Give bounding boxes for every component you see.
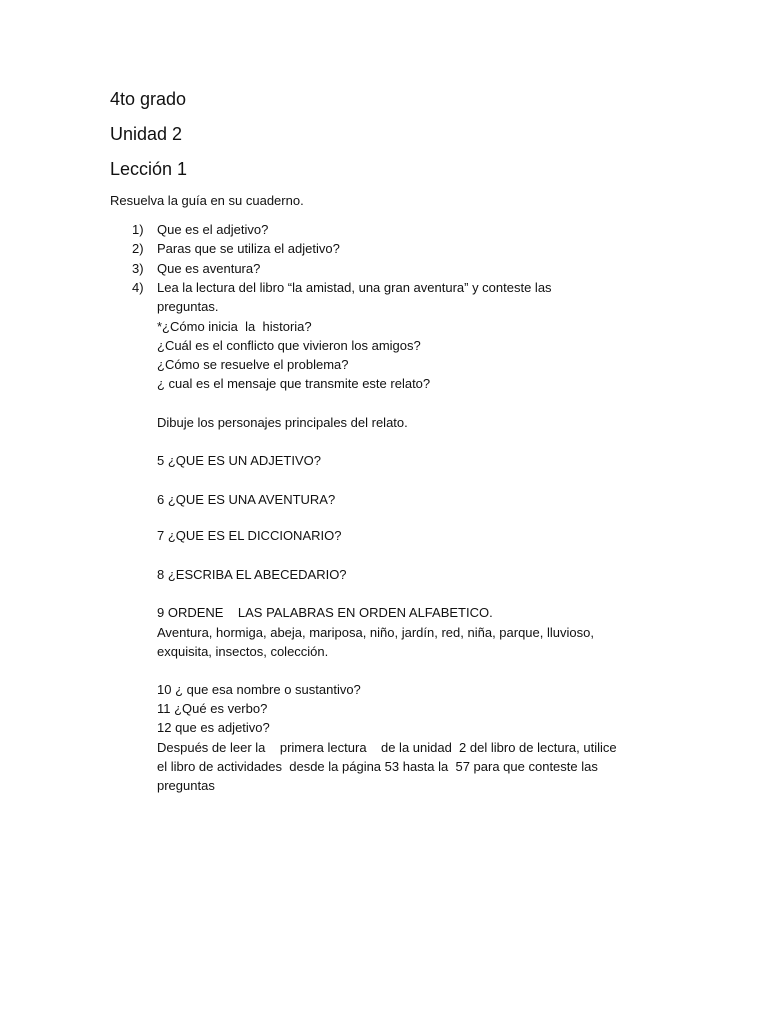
item4-question: ¿Cómo se resuelve el problema? <box>157 357 349 372</box>
item4-question: *¿Cómo inicia la historia? <box>157 319 312 334</box>
final-instruction: el libro de actividades desde la página 53 hasta la 57 para que conteste las <box>157 759 598 774</box>
question-6: 6 ¿QUE ES UNA AVENTURA? <box>157 492 336 507</box>
item4-line: preguntas. <box>157 299 219 314</box>
grade-heading: 4to grado <box>110 89 187 109</box>
list-item-2: Paras que se utiliza el adjetivo? <box>157 241 340 256</box>
draw-instruction: Dibuje los personajes principales del relato. <box>157 415 408 430</box>
list-item-4: Lea la lectura del libro “la amistad, una gran aventura” y conteste las <box>157 280 552 295</box>
question-9-words: exquisita, insectos, colección. <box>157 644 329 659</box>
list-number-4: 4) <box>132 280 144 295</box>
question-10: 10 ¿ que esa nombre o sustantivo? <box>157 682 361 697</box>
question-11: 11 ¿Qué es verbo? <box>157 701 268 716</box>
final-instruction: preguntas <box>157 778 215 793</box>
item4-question: ¿ cual es el mensaje que transmite este relato? <box>157 376 431 391</box>
question-8: 8 ¿ESCRIBA EL ABECEDARIO? <box>157 567 347 582</box>
question-7: 7 ¿QUE ES EL DICCIONARIO? <box>157 528 342 543</box>
instruction-text: Resuelva la guía en su cuaderno. <box>110 193 304 208</box>
list-item-3: Que es aventura? <box>157 261 261 276</box>
question-5: 5 ¿QUE ES UN ADJETIVO? <box>157 453 321 468</box>
list-number-1: 1) <box>132 222 144 237</box>
question-9: 9 ORDENE LAS PALABRAS EN ORDEN ALFABETICO. <box>157 605 493 620</box>
lesson-heading: Lección 1 <box>110 159 188 179</box>
final-instruction: Después de leer la primera lectura de la unidad 2 del libro de lectura, utilice <box>157 740 617 755</box>
item4-question: ¿Cuál es el conflicto que vivieron los amigos? <box>157 338 421 353</box>
question-12: 12 que es adjetivo? <box>157 720 270 735</box>
list-number-2: 2) <box>132 241 144 256</box>
list-item-1: Que es el adjetivo? <box>157 222 269 237</box>
question-9-words: Aventura, hormiga, abeja, mariposa, niño, jardín, red, niña, parque, lluvioso, <box>157 625 594 640</box>
list-number-3: 3) <box>132 261 144 276</box>
unit-heading: Unidad 2 <box>110 124 183 144</box>
